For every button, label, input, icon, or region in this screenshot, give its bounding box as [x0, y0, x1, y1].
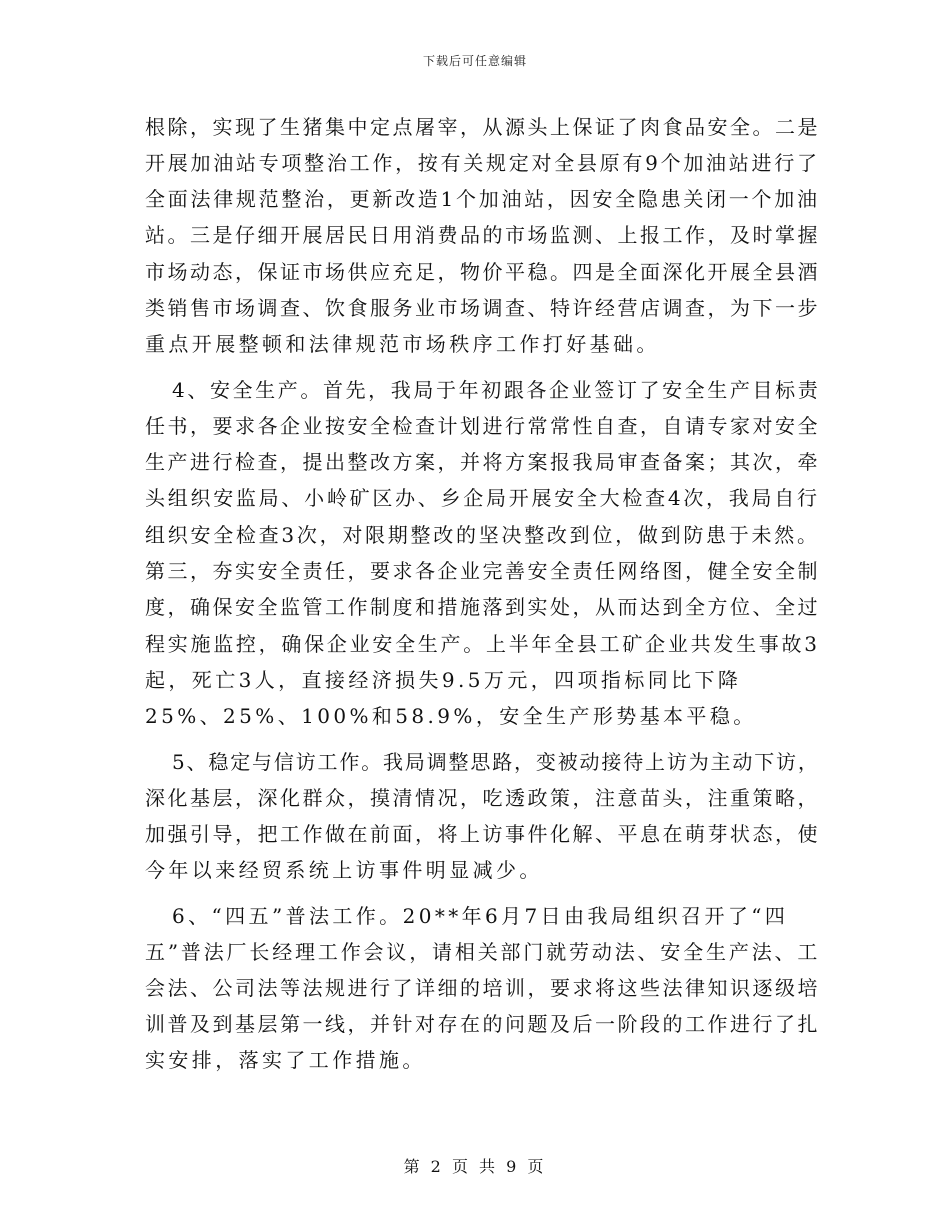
paragraph-line: 25%、25%、100%和58.9%，安全生产形势基本平稳。	[145, 704, 757, 728]
paragraph-line: 根除，实现了生猪集中定点屠宰，从源头上保证了肉食品安全。二是	[145, 115, 820, 139]
paragraph-line: 起，死亡3人，直接经济损失9.5万元，四项指标同比下降	[145, 668, 742, 692]
paragraph-line: 深化基层，深化群众，摸清情况，吃透政策，注意苗头，注重策略，	[145, 786, 820, 810]
paragraph-line: 今年以来经贸系统上访事件明显减少。	[145, 858, 543, 882]
paragraph-line: 第三，夯实安全责任，要求各企业完善安全责任网络图，健全安全制	[145, 559, 820, 583]
paragraph-line: 五”普法厂长经理工作会议，请相关部门就劳动法、安全生产法、工	[145, 940, 821, 964]
paragraph-line: 4、安全生产。首先，我局于年初跟各企业签订了安全生产目标责	[172, 378, 821, 402]
paragraph-line: 开展加油站专项整治工作，按有关规定对全县原有9个加油站进行了	[145, 151, 820, 175]
paragraph-line: 度，确保安全监管工作制度和措施落到实处，从而达到全方位、全过	[145, 595, 820, 619]
page-header: 下载后可任意编辑	[422, 54, 527, 68]
paragraph-line: 5、稳定与信访工作。我局调整思路，变被动接待上访为主动下访，	[172, 750, 820, 774]
paragraph-line: 6、“四五”普法工作。20**年6月7日由我局组织召开了“四	[172, 904, 789, 928]
paragraph-line: 训普及到基层第一线，并针对存在的问题及后一阶段的工作进行了扎	[145, 1012, 820, 1036]
paragraph-line: 实安排，落实了工作措施。	[145, 1048, 426, 1072]
paragraph-line: 生产进行检查，提出整改方案，并将方案报我局审查备案；其次，牵	[145, 450, 820, 474]
paragraph-line: 加强引导，把工作做在前面，将上访事件化解、平息在萌芽状态，使	[145, 822, 820, 846]
paragraph-line: 市场动态，保证市场供应充足，物价平稳。四是全面深化开展全县酒	[145, 260, 820, 284]
paragraph-line: 组织安全检查3次，对限期整改的坚决整改到位，做到防患于未然。	[145, 523, 820, 547]
paragraph-line: 会法、公司法等法规进行了详细的培训，要求将这些法律知识逐级培	[145, 976, 820, 1000]
paragraph-line: 重点开展整顿和法律规范市场秩序工作打好基础。	[145, 332, 660, 356]
paragraph-line: 类销售市场调查、饮食服务业市场调查、特许经营店调查，为下一步	[145, 296, 820, 320]
paragraph-line: 站。三是仔细开展居民日用消费品的市场监测、上报工作，及时掌握	[145, 223, 820, 247]
paragraph-line: 头组织安监局、小岭矿区办、乡企局开展安全大检查4次，我局自行	[145, 486, 820, 510]
paragraph-line: 全面法律规范整治，更新改造1个加油站，因安全隐患关闭一个加油	[145, 187, 820, 211]
page-number-footer: 第 2 页 共 9 页	[403, 1157, 547, 1176]
paragraph-line: 任书，要求各企业按安全检查计划进行常常性自查，自请专家对安全	[145, 414, 820, 438]
paragraph-line: 程实施监控，确保企业安全生产。上半年全县工矿企业共发生事故3	[145, 632, 820, 656]
